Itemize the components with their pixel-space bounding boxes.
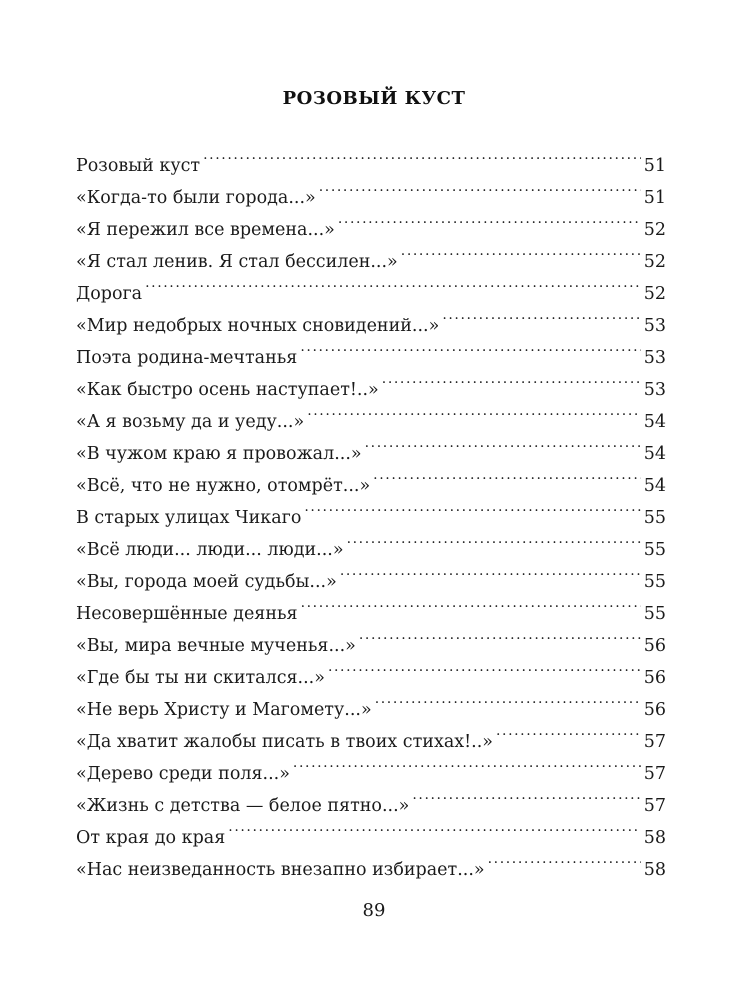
toc-entry-title: От края до края — [76, 828, 226, 848]
toc-entry-title: В старых улицах Чикаго — [76, 508, 302, 528]
toc-entry-page: 58 — [643, 828, 666, 848]
toc-entry-page: 51 — [643, 188, 666, 208]
toc-entry-title: «Нас неизведанность внезапно избирает...» — [76, 860, 485, 880]
dot-leader — [359, 619, 641, 651]
toc-entry-title: Розовый куст — [76, 156, 201, 176]
dot-leader — [228, 811, 640, 843]
toc-entry-page: 53 — [643, 316, 666, 336]
toc-entry-page: 56 — [643, 700, 666, 720]
toc-entry-page: 52 — [643, 252, 666, 272]
toc-entry-title: «Дерево среди поля...» — [76, 764, 290, 784]
toc-entry-page: 54 — [643, 476, 666, 496]
toc-entry-title: «Вы, мира вечные мученья...» — [76, 636, 356, 656]
toc-entry-page: 56 — [643, 636, 666, 656]
toc-entry-title: «Не верь Христу и Магомету...» — [76, 700, 372, 720]
toc-entry-page: 56 — [643, 668, 666, 688]
dot-leader — [340, 555, 641, 587]
toc-entry-page: 55 — [643, 604, 666, 624]
toc-entry-title: «А я возьму да и уеду...» — [76, 412, 305, 432]
toc-entry-title: «Вы, города моей судьбы...» — [76, 572, 337, 592]
toc-entry-page: 58 — [643, 860, 666, 880]
dot-leader — [401, 235, 641, 267]
dot-leader — [382, 363, 641, 395]
dot-leader — [373, 459, 641, 491]
dot-leader — [203, 139, 641, 171]
dot-leader — [301, 587, 641, 619]
toc-entry-page: 57 — [643, 732, 666, 752]
dot-leader — [412, 779, 640, 811]
toc-entry — [76, 139, 666, 176]
toc-entry-page: 57 — [643, 796, 666, 816]
toc-entry-page: 54 — [643, 412, 666, 432]
toc-entry-title: «Да хватит жалобы писать в твоих стихах!..» — [76, 732, 493, 752]
toc-entry-page: 51 — [643, 156, 666, 176]
toc-entry-page: 55 — [643, 508, 666, 528]
toc-entry-title: Поэта родина-мечтанья — [76, 348, 298, 368]
toc-entry-title: «Мир недобрых ночных сновидений...» — [76, 316, 440, 336]
toc-entry — [76, 267, 666, 304]
dot-leader — [488, 843, 641, 875]
toc-entry-title: «Где бы ты ни скитался...» — [76, 668, 325, 688]
toc-entry-title: «Я пережил все времена...» — [76, 220, 335, 240]
toc-entry-title: «Когда-то были города...» — [76, 188, 316, 208]
dot-leader — [338, 203, 641, 235]
toc-entry-page: 55 — [643, 540, 666, 560]
toc-entry-title: Несовершённые деянья — [76, 604, 298, 624]
toc-entry-title: «Как быстро осень наступает!..» — [76, 380, 379, 400]
toc-entry-title: Дорога — [76, 284, 143, 304]
toc-entry-page: 52 — [643, 220, 666, 240]
dot-leader — [442, 299, 640, 331]
dot-leader — [293, 747, 641, 779]
dot-leader — [304, 491, 640, 523]
toc-entry-page: 53 — [643, 348, 666, 368]
dot-leader — [300, 331, 640, 363]
toc-entry-page: 55 — [643, 572, 666, 592]
table-of-contents — [76, 139, 666, 880]
toc-entry — [76, 299, 666, 336]
dot-leader — [496, 715, 641, 747]
dot-leader — [307, 395, 641, 427]
section-title: РОЗОВЫЙ КУСТ — [282, 88, 466, 109]
toc-entry-title: «Всё люди... люди... люди...» — [76, 540, 344, 560]
dot-leader — [328, 651, 641, 683]
dot-leader — [145, 267, 641, 299]
dot-leader — [347, 523, 641, 555]
toc-entry-page: 57 — [643, 764, 666, 784]
page-number: 89 — [362, 900, 386, 921]
toc-entry-title: «Жизнь с детства — белое пятно...» — [76, 796, 410, 816]
toc-entry-page: 54 — [643, 444, 666, 464]
dot-leader — [375, 683, 641, 715]
toc-entry-title: «Я стал ленив. Я стал бессилен...» — [76, 252, 398, 272]
toc-entry-title: «Всё, что не нужно, отомрёт...» — [76, 476, 371, 496]
toc-entry-page: 53 — [643, 380, 666, 400]
dot-leader — [365, 427, 641, 459]
dot-leader — [319, 171, 641, 203]
toc-entry-page: 52 — [643, 284, 666, 304]
toc-entry-title: «В чужом краю я провожал...» — [76, 444, 362, 464]
